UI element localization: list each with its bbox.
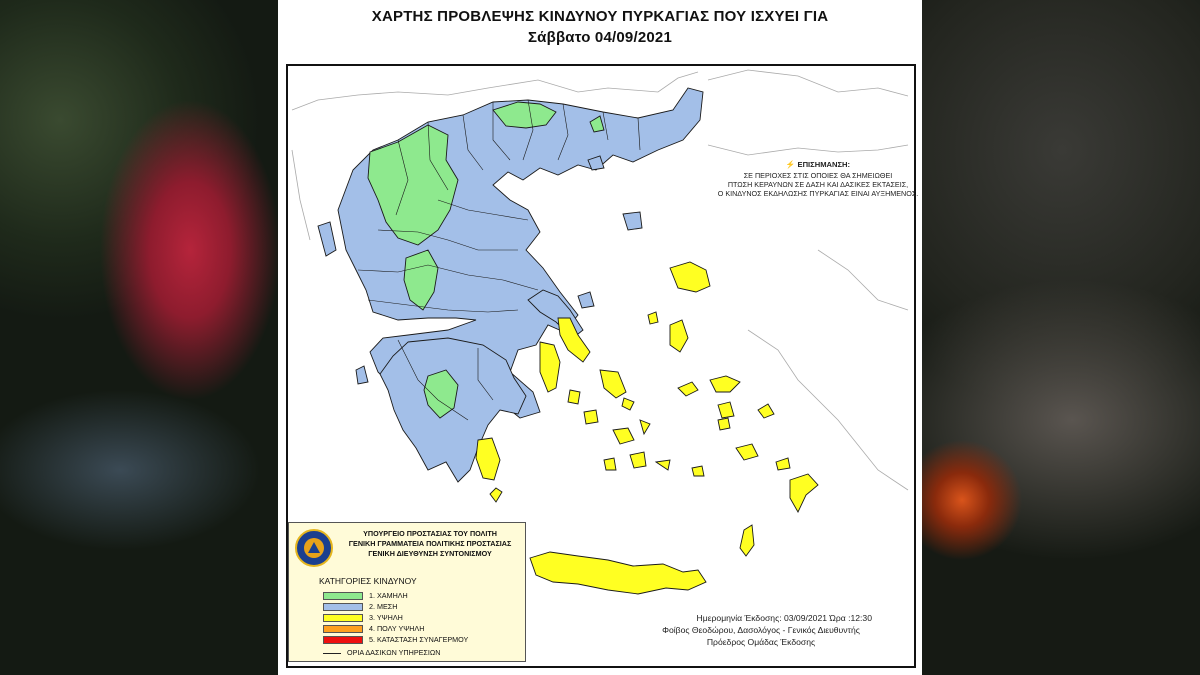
notice-text-1: ΣΕ ΠΕΡΙΟΧΕΣ ΣΤΙΣ ΟΠΟΙΕΣ ΘΑ ΣΗΜΕΙΩΘΕΙ (743, 171, 893, 180)
legend-label-very-high: 4. ΠΟΛΥ ΥΨΗΛΗ (369, 624, 425, 633)
legend-boundary (323, 648, 440, 657)
background-photo-left (0, 0, 278, 675)
legend-label-medium: 2. ΜΕΣΗ (369, 602, 398, 611)
region-crete (530, 552, 706, 594)
map-title: ΧΑΡΤΗΣ ΠΡΟΒΛΕΨΗΣ ΚΙΝΔΥΝΟΥ ΠΥΡΚΑΓΙΑΣ ΠΟΥ ΙΣΧΥΕΙ ΓΙΑ (371, 8, 829, 25)
lightning-icon: ⚡ (785, 160, 796, 169)
legend-box (288, 522, 526, 662)
notice-text-3: Ο ΚΙΝΔΥΝΟΣ ΕΚΔΗΛΩΣΗΣ ΠΥΡΚΑΓΙΑΣ ΕΙΝΑΙ ΑΥΞΗΜΕΝΟΣ. (717, 189, 919, 198)
legend-swatch-low (323, 592, 363, 600)
issue-info (636, 612, 886, 648)
lightning-notice (698, 160, 938, 198)
legend-swatch-high (323, 614, 363, 622)
fire-risk-map-panel (278, 0, 922, 675)
legend-label-alarm: 5. ΚΑΤΑΣΤΑΣΗ ΣΥΝΑΓΕΡΜΟΥ (369, 635, 469, 644)
legend-label-low: 1. ΧΑΜΗΛΗ (369, 591, 408, 600)
ministry-text (337, 529, 523, 559)
ministry-line-1: ΥΠΟΥΡΓΕΙΟ ΠΡΟΣΤΑΣΙΑΣ ΤΟΥ ΠΟΛΙΤΗ (363, 529, 497, 538)
notice-text-2: ΠΤΩΣΗ ΚΕΡΑΥΝΩΝ ΣΕ ΔΑΣΗ ΚΑΙ ΔΑΣΙΚΕΣ ΕΚΤΑΣΕΙΣ, (727, 180, 909, 189)
region-laconia-south (476, 438, 500, 480)
legend-swatch-alarm (323, 636, 363, 644)
notice-heading: ΕΠΙΣΗΜΑΝΣΗ: (797, 160, 851, 169)
map-date: Σάββατο 04/09/2021 (527, 29, 673, 46)
issue-signer-2: Πρόεδρος Ομάδας Έκδοσης (706, 637, 816, 647)
boundary-label: ΟΡΙΑ ΔΑΣΙΚΩΝ ΥΠΗΡΕΣΙΩΝ (347, 648, 441, 657)
categories-title: ΚΑΤΗΓΟΡΙΕΣ ΚΙΝΔΥΝΟΥ (319, 576, 417, 586)
legend-swatch-very-high (323, 625, 363, 633)
boundary-line-icon (323, 653, 341, 654)
legend-swatch-medium (323, 603, 363, 611)
legend-label-high: 3. ΥΨΗΛΗ (369, 613, 403, 622)
region-evia-central (540, 342, 560, 392)
ministry-line-3: ΓΕΝΙΚΗ ΔΙΕΥΘΥΝΣΗ ΣΥΝΤΟΝΙΣΜΟΥ (368, 549, 492, 558)
issue-date: Ημερομηνία Έκδοσης: 03/09/2021 Ώρα :12:30 (696, 613, 872, 623)
issue-signer-1: Φοίβος Θεοδώρου, Δασολόγος - Γενικός Διευθυντής (662, 625, 860, 635)
background-photo-right (922, 0, 1200, 675)
ministry-line-2: ΓΕΝΙΚΗ ΓΡΑΜΜΑΤΕΙΑ ΠΟΛΙΤΙΚΗΣ ΠΡΟΣΤΑΣΙΑΣ (348, 539, 512, 548)
civil-protection-seal (295, 529, 333, 567)
